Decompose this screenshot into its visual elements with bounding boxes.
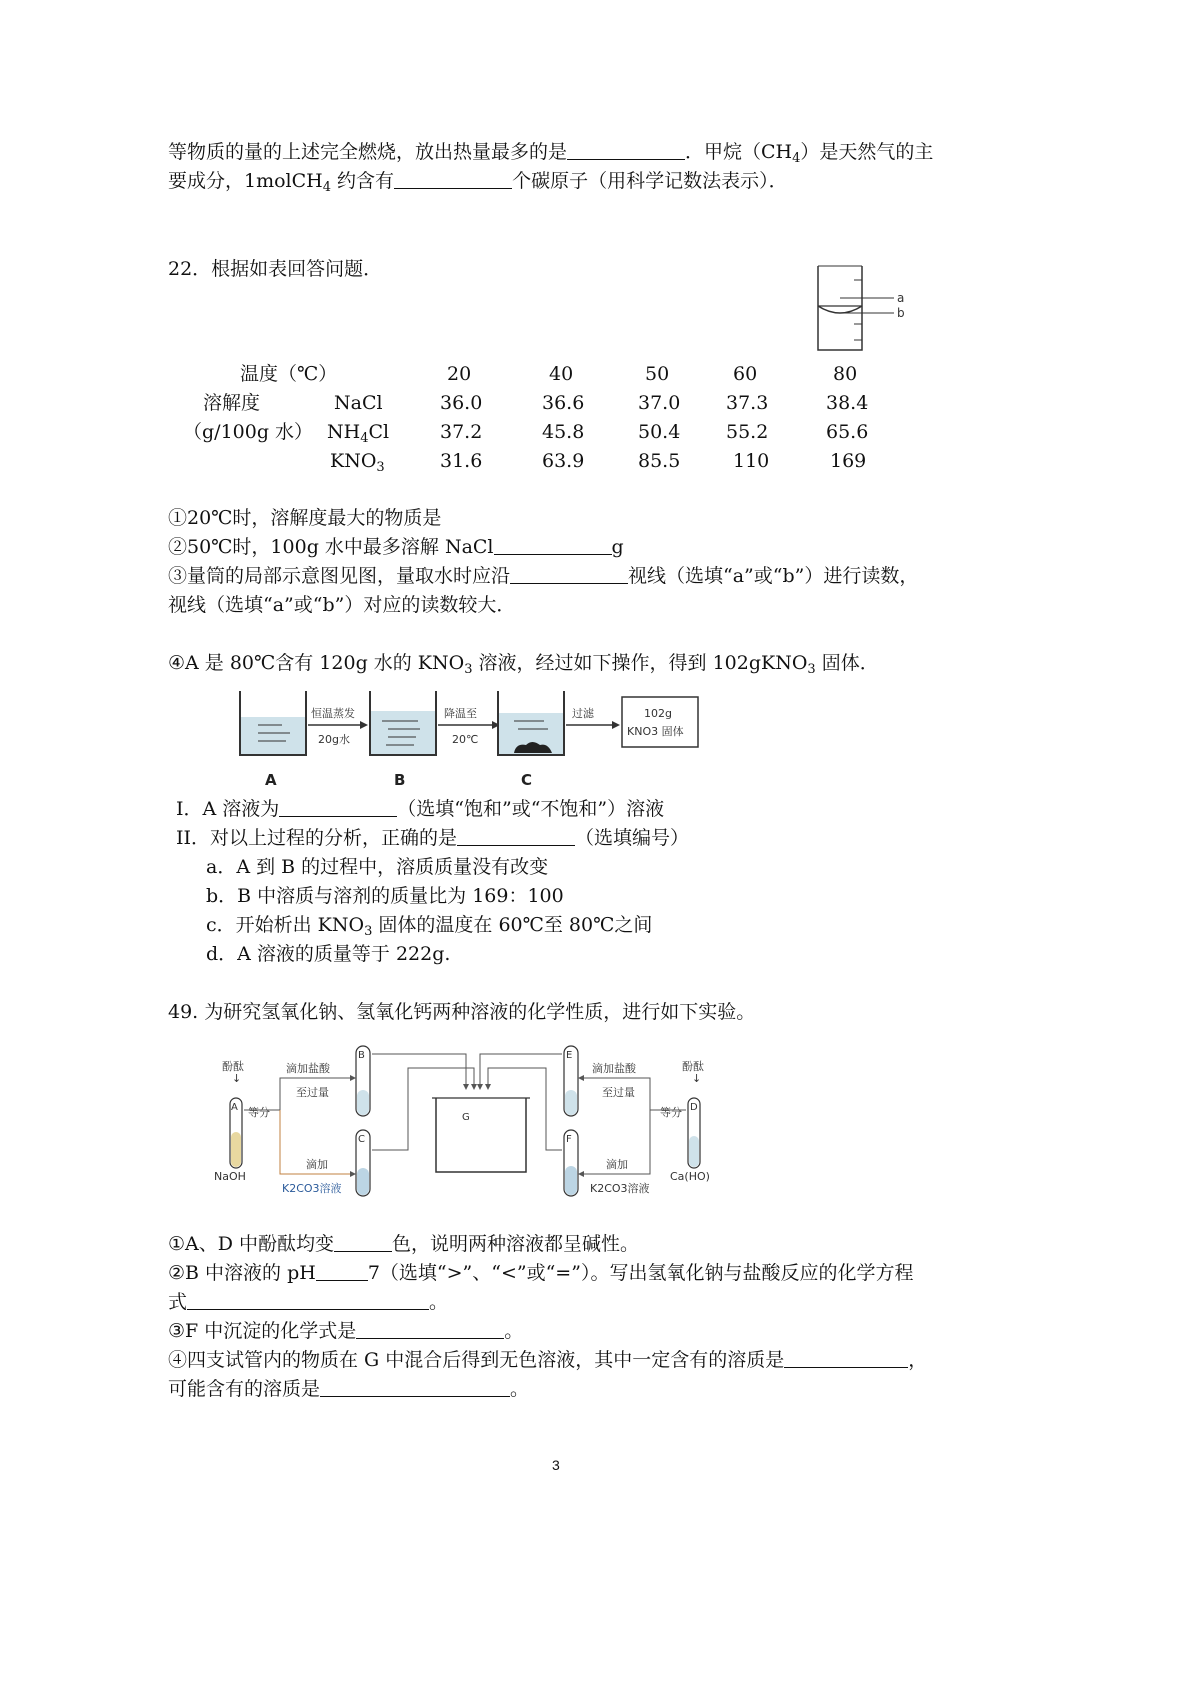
cell: 37.2 <box>440 421 483 443</box>
beaker-a <box>240 691 306 755</box>
table-solubility-label: 溶解度 <box>203 392 261 414</box>
tube-d <box>688 1098 700 1168</box>
result-box <box>622 697 698 747</box>
q49-item-4: ④四支试管内的物质在 G 中混合后得到无色溶液，其中一定含有的溶质是 ， <box>168 1349 928 1371</box>
answer-blank-carbon-atoms[interactable] <box>394 168 512 189</box>
q49-item-4b: 可能含有的溶质是 。 <box>168 1378 530 1400</box>
option-c: c．开始析出 $KNO_3$ 固体的温度在 60℃至 80℃之间 <box>206 914 653 939</box>
row-name-kno3: $KNO_3$ <box>330 450 385 475</box>
q22-title: 22．根据如表回答问题． <box>168 258 383 280</box>
result-mass: 102g <box>644 707 672 720</box>
tube-b <box>356 1046 370 1116</box>
table-solubility-unit: （g/100g 水） <box>183 421 314 443</box>
experiment-diagram <box>210 1040 730 1200</box>
cell: 36.6 <box>542 392 585 414</box>
cell: 45.8 <box>542 421 585 443</box>
cell: 55.2 <box>726 421 769 443</box>
q22-item-2: ②50℃时，100g 水中最多溶解 NaCl g <box>168 536 624 558</box>
answer-blank-precipitate[interactable] <box>356 1318 504 1339</box>
tube-a <box>230 1098 242 1168</box>
excess-left: 至过量 <box>296 1086 329 1099</box>
beaker-label-b: B <box>394 771 406 789</box>
page-number: 3 <box>552 1457 560 1473</box>
answer-blank-equation[interactable] <box>187 1289 429 1310</box>
q22-item-4: ④A 是 80℃含有 120g 水的 $KNO_3$ 溶液，经过如下操作，得到 102gKNO$_3$ 固体． <box>168 652 879 677</box>
tube-f <box>564 1130 578 1196</box>
answer-blank-color[interactable] <box>334 1231 392 1252</box>
tube-c <box>356 1130 370 1196</box>
intro-line-2: 要成分，1molCH$_4$ 约含有 个碳原子（用科学记数法表示）． <box>168 170 788 195</box>
option-d: d．A 溶液的质量等于 222g. <box>206 943 451 965</box>
caoh-label: Ca(HO) <box>670 1170 710 1183</box>
q22-item-3b: 视线（选填“a”或“b”）对应的读数较大． <box>168 594 516 616</box>
table-temp-40: 40 <box>549 363 574 385</box>
tube-label-e: E <box>566 1050 573 1061</box>
tube-label-f: F <box>566 1134 572 1145</box>
add-hcl-right: 滴加盐酸 <box>592 1062 636 1075</box>
option-a: a．A 到 B 的过程中，溶质质量没有改变 <box>206 856 549 878</box>
table-temp-60: 60 <box>733 363 758 385</box>
table-temp-50: 50 <box>645 363 670 385</box>
row-name-nh4cl: $NH_4Cl$ <box>327 421 390 446</box>
sightline-label-a: a <box>897 291 905 305</box>
cell: 85.5 <box>638 450 681 472</box>
tube-label-d: D <box>690 1102 698 1113</box>
q22-item-1: ①20℃时，溶解度最大的物质是 <box>168 507 442 529</box>
answer-blank-analysis[interactable] <box>457 825 575 846</box>
step2-sublabel: 20℃ <box>452 733 479 746</box>
answer-blank-ph[interactable] <box>316 1260 368 1281</box>
cell: 38.4 <box>826 392 869 414</box>
intro-line-1: 等物质的量的上述完全燃烧，放出热量最多的是 ．甲烷$(CH_4)$是天然气的主 <box>168 141 934 166</box>
answer-blank-nacl-mass[interactable] <box>494 534 612 555</box>
answer-blank-saturation[interactable] <box>279 796 397 817</box>
measuring-cylinder-diagram <box>810 262 910 354</box>
answer-blank-possible-solute[interactable] <box>320 1376 510 1397</box>
step1-label: 恒温蒸发 <box>311 707 355 720</box>
tube-label-a: A <box>231 1102 238 1113</box>
k2co3-left-label: K2CO3溶液 <box>282 1182 342 1195</box>
add-right: 滴加 <box>606 1158 628 1171</box>
add-hcl-left: 滴加盐酸 <box>286 1062 330 1075</box>
option-b: b．B 中溶质与溶剂的质量比为 169：100 <box>206 885 564 907</box>
result-substance: KNO3 固体 <box>627 725 684 738</box>
tube-e <box>564 1046 578 1116</box>
q49-item-2: ②B 中溶液的 pH 7（选填“>”、“<”或“=”）。写出氢氧化钠与盐酸反应的化学方程 <box>168 1262 914 1284</box>
step2-label: 降温至 <box>444 707 477 720</box>
beaker-g <box>432 1098 530 1172</box>
cell: 37.3 <box>726 392 769 414</box>
tube-label-b: B <box>358 1050 365 1061</box>
q49-item-1: ①A、D 中酚酞均变 色，说明两种溶液都呈碱性。 <box>168 1233 640 1255</box>
q49-item-3: ③F 中沉淀的化学式是 。 <box>168 1320 524 1342</box>
sightline-label-b: b <box>897 306 905 320</box>
q22-sub-2: II．对以上过程的分析，正确的是 （选填编号） <box>176 827 690 849</box>
drop-arrow-right: ↓ <box>692 1072 702 1085</box>
table-temp-80: 80 <box>833 363 858 385</box>
cell: 63.9 <box>542 450 585 472</box>
phenol-left-label: 酚酞 <box>222 1060 244 1073</box>
cell: 169 <box>830 450 867 472</box>
q49-item-2b: 式 。 <box>168 1291 449 1313</box>
add-left: 滴加 <box>306 1158 328 1171</box>
beaker-b <box>370 691 436 755</box>
equal-split-right: 等分 <box>660 1106 682 1119</box>
tube-label-c: C <box>358 1134 365 1145</box>
cell: 31.6 <box>440 450 483 472</box>
cell: 65.6 <box>826 421 869 443</box>
naoh-label: NaOH <box>214 1170 246 1183</box>
answer-blank-definite-solute[interactable] <box>784 1347 908 1368</box>
cell: 110 <box>733 450 770 472</box>
cell: 50.4 <box>638 421 681 443</box>
drop-arrow-left: ↓ <box>232 1072 242 1085</box>
beaker-c <box>498 691 564 755</box>
beaker-label-a: A <box>265 771 277 789</box>
row-name-nacl: NaCl <box>334 392 383 414</box>
phenol-right-label: 酚酞 <box>682 1060 704 1073</box>
equal-split-left: 等分 <box>248 1106 270 1119</box>
crystallization-diagram <box>230 683 710 793</box>
cell: 37.0 <box>638 392 681 414</box>
cell: 36.0 <box>440 392 483 414</box>
table-temp-20: 20 <box>447 363 472 385</box>
q49-title: 49. 为研究氢氧化钠、氢氧化钙两种溶液的化学性质，进行如下实验。 <box>168 1001 756 1023</box>
step1-sublabel: 20g水 <box>318 733 350 746</box>
q22-sub-1: I．A 溶液为 （选填“饱和”或“不饱和”）溶液 <box>176 798 665 820</box>
k2co3-right-label: K2CO3溶液 <box>590 1182 650 1195</box>
beaker-label-g: G <box>462 1112 470 1123</box>
answer-blank-sightline[interactable] <box>510 563 628 584</box>
answer-blank-most-heat[interactable] <box>567 139 685 160</box>
table-temp-label: 温度（℃） <box>240 363 338 385</box>
beaker-label-c: C <box>521 771 533 789</box>
step3-label: 过滤 <box>572 707 594 720</box>
excess-right: 至过量 <box>602 1086 635 1099</box>
q22-item-3: ③量筒的局部示意图见图，量取水时应沿 视线（选填“a”或“b”）进行读数， <box>168 565 919 587</box>
